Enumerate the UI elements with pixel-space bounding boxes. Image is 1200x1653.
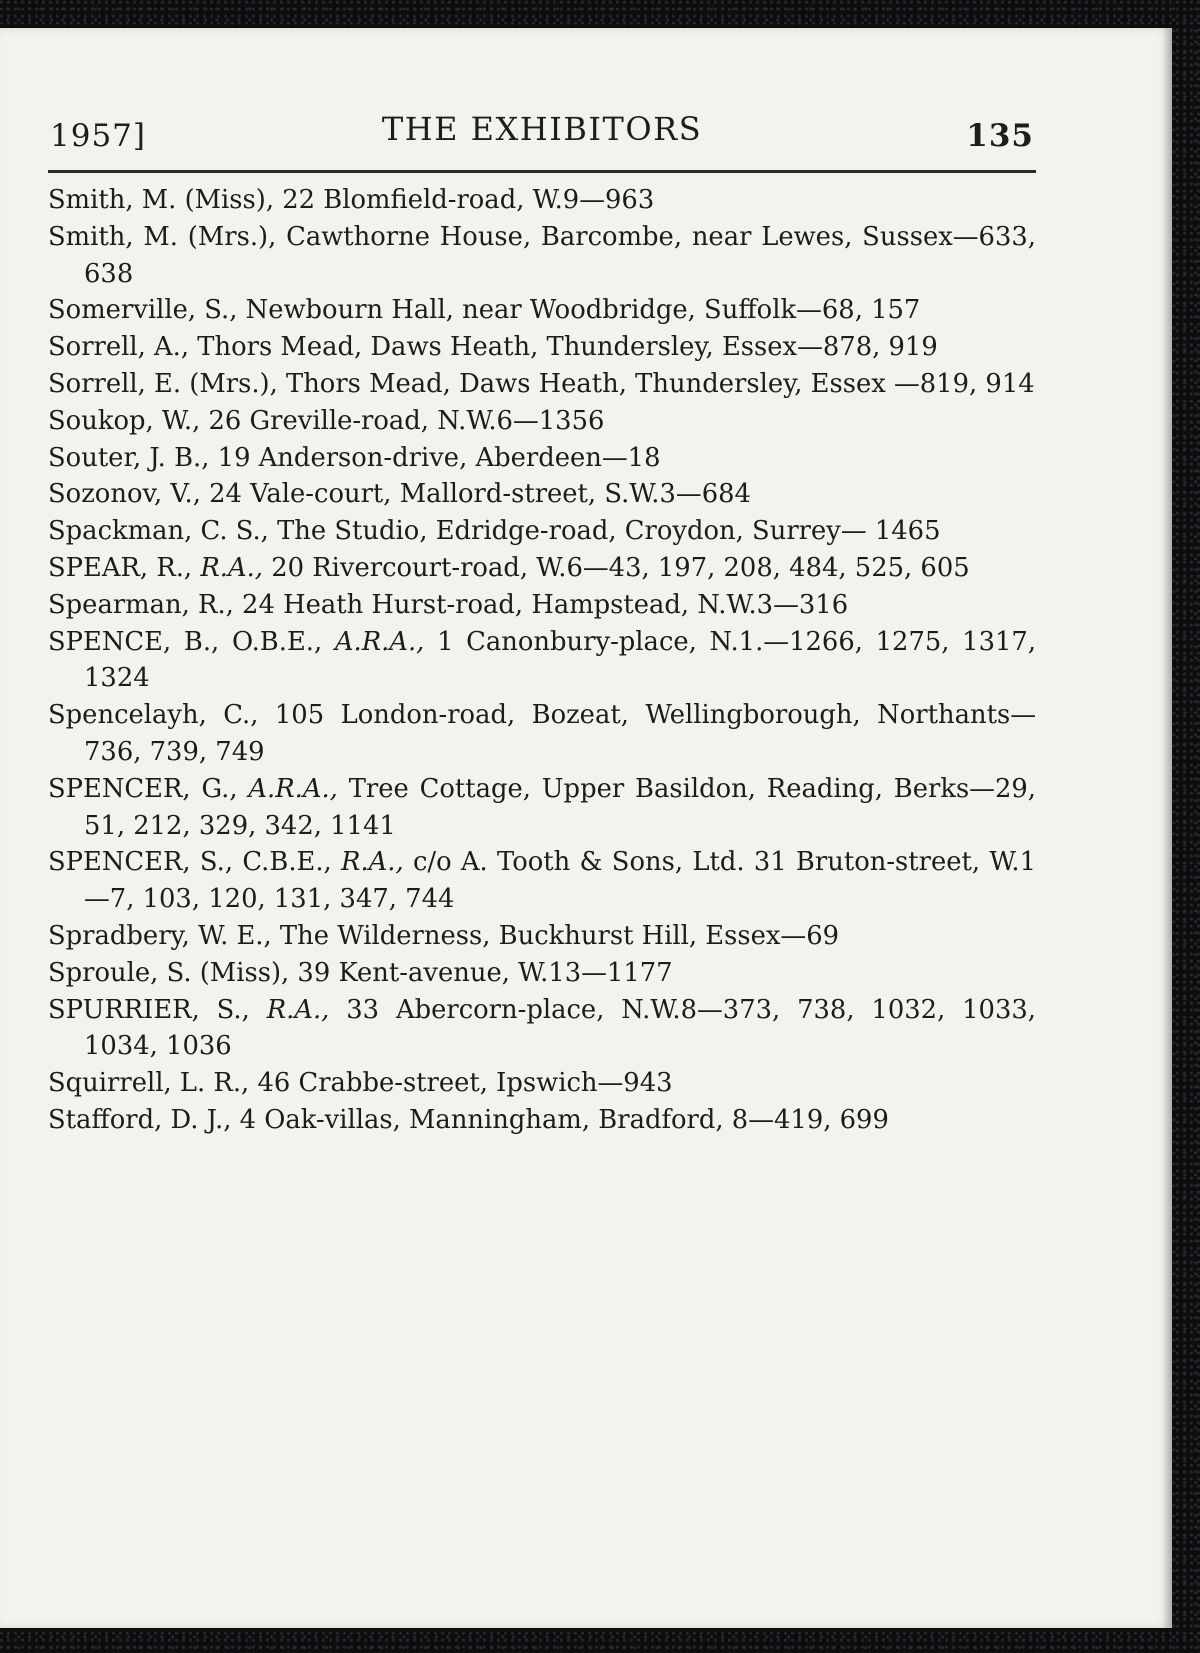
exhibitor-name: Sproule, S. (Miss), — [48, 957, 290, 988]
exhibitor-name: Sorrell, E. (Mrs.), — [48, 368, 278, 399]
page-title: THE EXHIBITORS — [381, 110, 703, 148]
exhibitor-entry — [48, 918, 1036, 955]
exhibitor-details: Thors Mead, Daws Heath, Thundersley, Essex —819, 914 — [285, 368, 1035, 399]
exhibitor-entry — [48, 182, 1036, 219]
exhibitor-name: Soukop, W., — [48, 405, 201, 436]
exhibitor-name: Stafford, D. J., — [48, 1104, 232, 1135]
page-number: 135 — [966, 118, 1034, 154]
exhibitor-entry — [48, 329, 1036, 366]
exhibitor-honour: R.A., — [266, 994, 330, 1025]
exhibitor-honour: R.A., — [200, 552, 263, 583]
exhibitor-name: SPENCE, B., O.B.E., — [48, 626, 323, 657]
exhibitor-name: Souter, J. B., — [48, 442, 210, 473]
exhibitor-entry — [48, 513, 1036, 550]
header-year: 1957] — [50, 118, 146, 154]
exhibitor-name: SPENCER, G., — [48, 773, 238, 804]
exhibitor-entry — [48, 955, 1036, 992]
exhibitor-list — [48, 182, 1036, 1139]
exhibitor-name: Sozonov, V., — [48, 479, 201, 510]
exhibitor-details: Newbourn Hall, near Woodbridge, Suffolk—68, 157 — [245, 295, 921, 326]
exhibitor-entry — [48, 1065, 1036, 1102]
exhibitor-entry — [48, 292, 1036, 329]
exhibitor-details: The Studio, Edridge-road, Croydon, Surrey— 1465 — [277, 516, 941, 547]
exhibitor-entry — [48, 403, 1036, 440]
exhibitor-entry — [48, 697, 1036, 771]
exhibitor-honour: A.R.A., — [334, 626, 425, 657]
exhibitor-details: 39 Kent-avenue, W.13—1177 — [297, 957, 673, 988]
exhibitor-details: 24 Vale-court, Mallord-street, S.W.3—684 — [209, 479, 751, 510]
exhibitor-name: Spradbery, W. E., — [48, 920, 272, 951]
exhibitor-name: SPEAR, R., — [48, 552, 193, 583]
exhibitor-entry — [48, 1102, 1036, 1139]
exhibitor-name: Spencelayh, C., — [48, 700, 259, 731]
exhibitor-name: Smith, M. (Miss), — [48, 185, 275, 215]
exhibitor-entry — [48, 624, 1036, 698]
exhibitor-name: Somerville, S., — [48, 295, 238, 326]
running-header — [48, 110, 1036, 160]
exhibitor-entry — [48, 219, 1036, 293]
exhibitor-details: 19 Anderson-drive, Aberdeen—18 — [217, 442, 661, 473]
exhibitor-entry — [48, 550, 1036, 587]
exhibitor-details: 22 Blomfield-road, W.9—963 — [282, 185, 655, 215]
exhibitor-name: Squirrell, L. R., — [48, 1068, 250, 1099]
exhibitor-details: 26 Greville-road, N.W.6—1356 — [208, 405, 605, 436]
exhibitor-name: SPENCER, S., C.B.E., — [48, 847, 332, 878]
exhibitor-name: Sorrell, A., — [48, 332, 190, 363]
header-rule — [48, 170, 1036, 173]
exhibitor-details: Cawthorne House, Barcombe, near Lewes, Sussex—633, 638 — [84, 221, 1036, 289]
exhibitor-details: 33 Abercorn-place, N.W.8—373, 738, 1032, 1033, 1034, 1036 — [84, 994, 1036, 1062]
exhibitor-entry — [48, 476, 1036, 513]
exhibitor-name: Spackman, C. S., — [48, 516, 269, 547]
exhibitor-name: SPURRIER, S., — [48, 994, 250, 1025]
exhibitor-name: Spearman, R., — [48, 589, 234, 620]
exhibitor-entry — [48, 992, 1036, 1066]
exhibitor-entry — [48, 771, 1036, 845]
exhibitor-details: Thors Mead, Daws Heath, Thundersley, Essex—878, 919 — [197, 332, 938, 363]
exhibitor-details: Tree Cottage, Upper Basildon, Reading, Berks—29, 51, 212, 329, 342, 1141 — [84, 773, 1037, 841]
exhibitor-entry — [48, 366, 1036, 403]
exhibitor-details: 4 Oak-villas, Manningham, Bradford, 8—419, 699 — [239, 1104, 889, 1135]
exhibitor-honour: A.R.A., — [248, 773, 338, 804]
exhibitor-details: 46 Crabbe-street, Ipswich—943 — [257, 1068, 673, 1099]
exhibitor-details: The Wilderness, Buckhurst Hill, Essex—69 — [279, 920, 840, 951]
exhibitor-details: 24 Heath Hurst-road, Hampstead, N.W.3—316 — [242, 589, 849, 620]
exhibitor-entry — [48, 844, 1036, 918]
exhibitor-details: c/o A. Tooth & Sons, Ltd. 31 Bruton-street, W.1—7, 103, 120, 131, 347, 744 — [84, 847, 1036, 915]
exhibitor-details: 20 Rivercourt-road, W.6—43, 197, 208, 484, 525, 605 — [271, 552, 970, 583]
exhibitor-name: Smith, M. (Mrs.), — [48, 221, 277, 252]
exhibitor-details: 105 London-road, Bozeat, Wellingborough, Northants—736, 739, 749 — [84, 700, 1036, 767]
exhibitor-entry — [48, 440, 1036, 477]
book-page — [0, 28, 1172, 1628]
exhibitor-honour: R.A., — [341, 847, 404, 878]
exhibitor-entry — [48, 587, 1036, 624]
exhibitor-details: 1 Canonbury-place, N.1.—1266, 1275, 1317, 1324 — [84, 626, 1037, 694]
